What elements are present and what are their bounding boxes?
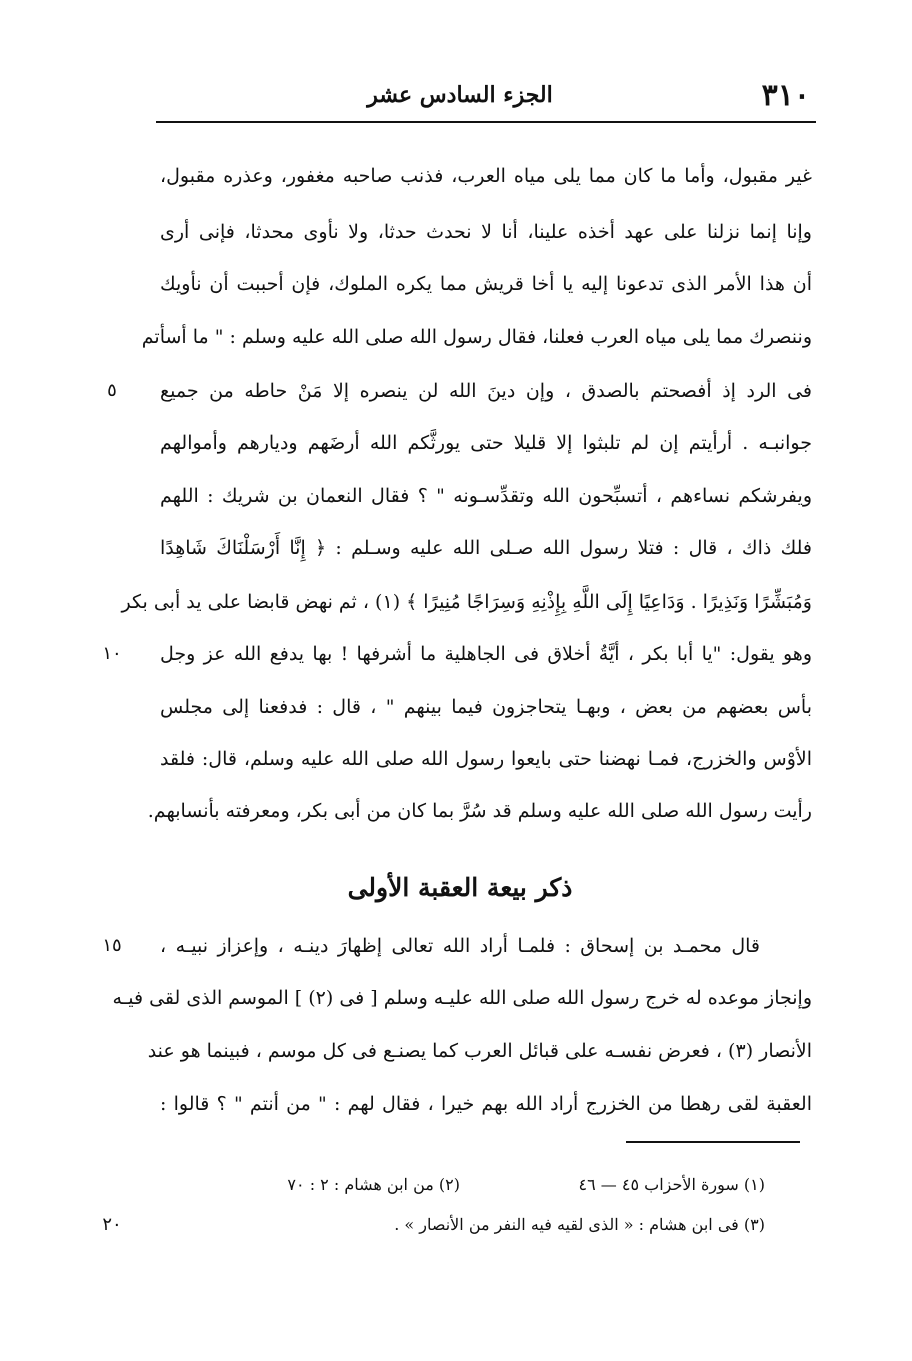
body-line: وهو يقول: "يا أبا بكر ، أيَّةُ أخلاق فى الجاهلية ما أشرفها ! بها يدفع الله عز وجل	[160, 643, 812, 665]
body-line: وننصرك مما يلى مياه العرب فعلنا، فقال رسول الله صلى الله عليه وسلم : " ما أسأتم	[141, 326, 812, 348]
body-line: فلك ذاك ، قال : فتلا رسول الله صـلى الله عليه وسـلم : ﴿ إِنَّا أَرْسَلْنَاكَ شَاهِدًا	[160, 537, 812, 559]
running-header-title: الجزء السادس عشر	[367, 82, 553, 108]
section-line: وإنجاز موعده له خرج رسول الله صلى الله عليـه وسلم [ فى (٢) ] الموسم الذى لقى فيـه	[112, 987, 812, 1009]
footnote-rule	[626, 1141, 800, 1143]
body-line: الأوْس والخزرج، فمـا نهضنا حتى بايعوا رسول الله صلى الله عليه وسلم، قال: فلقد	[160, 748, 812, 770]
margin-line-number: ١٥	[102, 935, 122, 956]
body-line: وَمُبَشِّرًا وَنَذِيرًا . وَدَاعِيًا إِلَى اللَّهِ بِإِذْنِهِ وَسِرَاجًا مُنِيرًا ﴾ (١) ، ثم نهض قابضا على يد أبى بكر	[121, 591, 812, 613]
section-line: قال محمـد بن إسحاق : فلمـا أراد الله تعالى إظهارَ دينـه ، وإعزاز نبيـه ،	[160, 935, 760, 957]
section-heading: ذكر بيعة العقبة الأولى	[347, 873, 573, 902]
body-line: بأس بعضهم من بعض ، وبهـا يتحاجزون فيما بينهم " ، قال : فدفعنا إلى مجلس	[160, 696, 812, 718]
section-line: الأنصار (٣) ، فعرض نفسـه على قبائل العرب كما يصنـع فى كل موسم ، فبينما هو عند	[147, 1040, 812, 1062]
margin-line-number: ٥	[107, 380, 117, 401]
body-line: جوانبـه . أرأيتم إن لم تلبثوا إلا قليلا حتى يورثَّكم الله أرضَهم وديارهم وأموالهم	[160, 432, 812, 454]
section-line: العقبة لقى رهطا من الخزرج أراد الله بهم خيرا ، فقال لهم : " من أنتم " ؟ قالوا :	[160, 1093, 812, 1115]
footnote-2: (٢) من ابن هشام : ٢ : ٧٠	[287, 1175, 460, 1194]
body-line: وإنا إنما نزلنا على عهد أخذه علينا، أنا لا نحدث حدثا، ولا نأوى محدثا، فإنى أرى	[160, 221, 812, 243]
page-number: ٣١٠	[761, 78, 810, 113]
footnote-1: (١) سورة الأحزاب ٤٥ — ٤٦	[578, 1175, 765, 1194]
margin-line-number: ١٠	[102, 643, 122, 664]
body-line: فى الرد إذ أفصحتم بالصدق ، وإن دينَ الله لن ينصره إلا مَنْ حاطه من جميع	[160, 380, 812, 402]
footnote-3: (٣) فى ابن هشام : « الذى لقيه فيه النفر من الأنصار » .	[394, 1215, 765, 1234]
body-line: أن هذا الأمر الذى تدعونا إليه يا أخا قريش مما يكره الملوك، فإن أحببت أن نأويك	[160, 273, 812, 295]
header-rule	[156, 121, 816, 123]
body-line: ويفرشكم نساءهم ، أتسبِّحون الله وتقدِّسـونه " ؟ فقال النعمان بن شريك : اللهم	[160, 485, 812, 507]
margin-line-number: ٢٠	[102, 1214, 122, 1235]
body-line: غير مقبول، وأما ما كان مما يلى مياه العرب، فذنب صاحبه مغفور، وعذره مقبول،	[160, 165, 812, 187]
body-line: رأيت رسول الله صلى الله عليه وسلم قد سُرَّ بما كان من أبى بكر، ومعرفته بأنسابهم.	[147, 800, 812, 822]
